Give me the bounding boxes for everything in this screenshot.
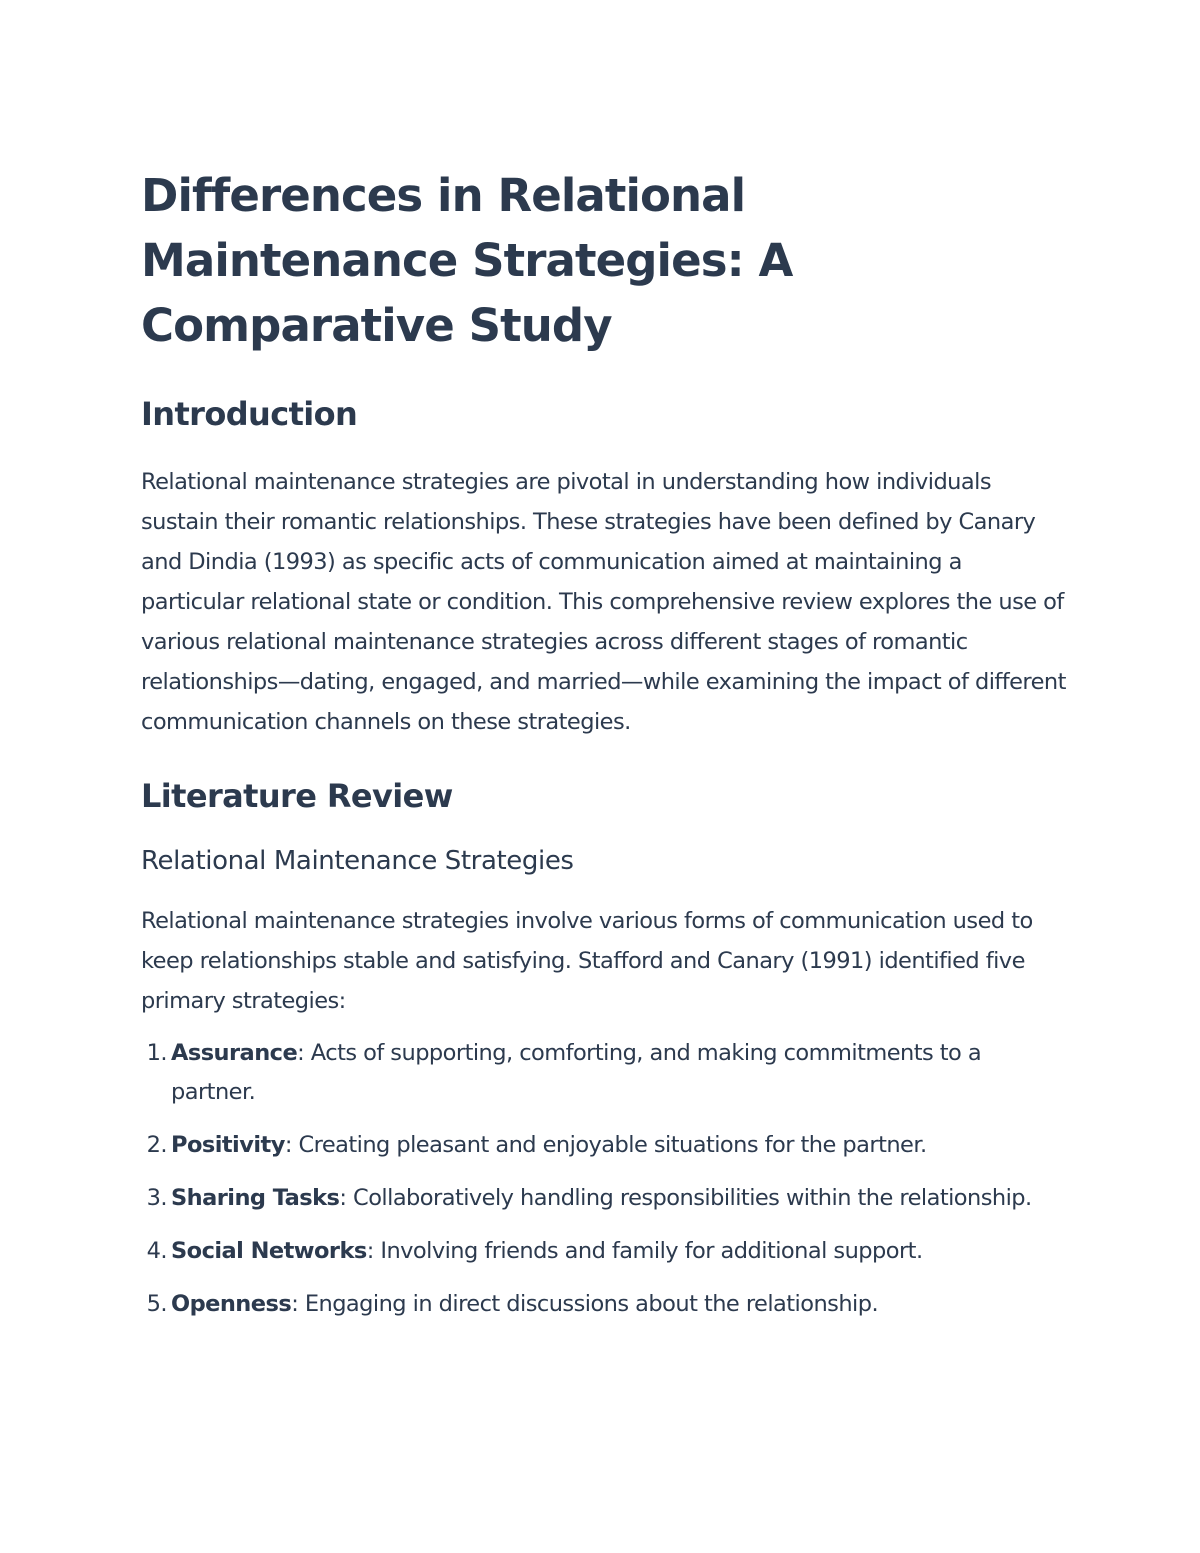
list-item-number: 1. — [146, 1040, 167, 1066]
list-item — [141, 1034, 1071, 1112]
literature-review-paragraph: Relational maintenance strategies involve various forms of communication used to keep relationships stable and satisfying. Stafford and Canary (1991) identified five primary strategies: — [141, 908, 1033, 1014]
list-item-number: 3. — [146, 1185, 167, 1211]
list-item-description: : Engaging in direct discussions about the relationship. — [291, 1291, 879, 1317]
list-item — [141, 1126, 1071, 1165]
list-item — [141, 1232, 1071, 1271]
list-item — [141, 1179, 1071, 1218]
list-item-term: Openness — [171, 1291, 292, 1317]
document-page — [141, 163, 1071, 1338]
list-item — [141, 1285, 1071, 1324]
list-item-term: Social Networks — [171, 1238, 367, 1264]
list-item-term: Sharing Tasks — [171, 1185, 340, 1211]
list-item-term: Assurance — [171, 1040, 298, 1066]
section-heading-literature-review: Literature Review — [141, 777, 453, 815]
document-title: Differences in Relational Maintenance Strategies: A Comparative Study — [141, 169, 793, 352]
list-item-description: : Creating pleasant and enjoyable situations for the partner. — [284, 1132, 927, 1158]
list-item-number: 4. — [146, 1238, 167, 1264]
list-item-description: : Collaboratively handling responsibilities within the relationship. — [339, 1185, 1032, 1211]
list-item-number: 5. — [146, 1291, 167, 1317]
list-item-number: 2. — [146, 1132, 167, 1158]
strategies-list — [141, 1034, 1071, 1324]
subheading-relational-maintenance-strategies: Relational Maintenance Strategies — [141, 846, 574, 876]
list-item-description: : Acts of supporting, comforting, and making commitments to a partner. — [171, 1040, 982, 1105]
section-heading-introduction: Introduction — [141, 395, 358, 433]
list-item-description: : Involving friends and family for additional support. — [366, 1238, 923, 1264]
list-item-term: Positivity — [171, 1132, 285, 1158]
introduction-paragraph: Relational maintenance strategies are pivotal in understanding how individuals sustain their romantic relationships. These strategies have been defined by Canary and Dindia (1993) as specific acts of communication aimed at maintaining a particular relational state or condition. This comprehensive review explores the use of various relational maintenance strategies across different stages of romantic relationships—dating, engaged, and married—while examining the impact of different communication channels on these strategies. — [141, 469, 1066, 735]
